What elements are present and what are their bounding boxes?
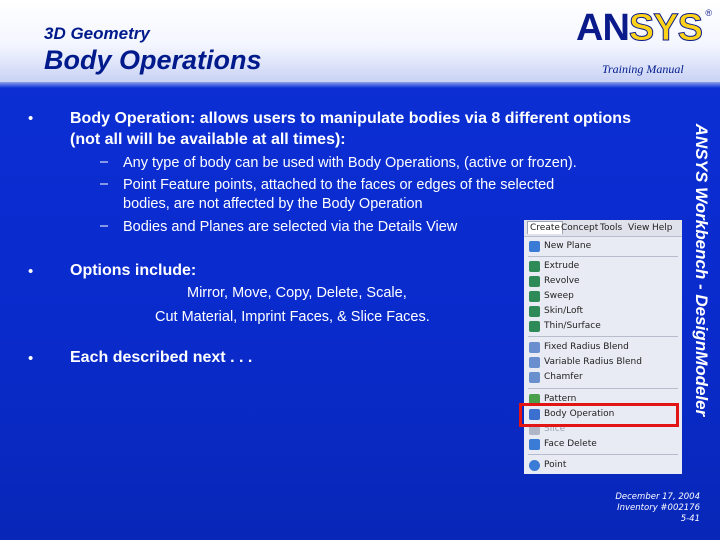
menu-separator [528,336,678,337]
footer-page-number: 5-41 [680,514,700,524]
menu-item-label: Chamfer [544,372,583,382]
create-menu-screenshot [524,220,682,474]
menu-bar [524,220,682,237]
fixed-blend-icon [529,342,540,353]
menu-item-point[interactable] [524,458,682,473]
menu-item-face-delete[interactable] [524,437,682,452]
menu-view[interactable]: View [628,223,650,233]
menu-create[interactable]: Create [527,221,563,234]
variable-blend-icon [529,357,540,368]
sub-bullet-details-view: Bodies and Planes are selected via the Details View [123,219,458,235]
menu-item-label: Variable Radius Blend [544,357,642,367]
menu-item-extrude[interactable] [524,259,682,274]
bullet-icon: • [28,350,34,367]
slide-title: Body Operations [44,45,262,75]
options-line-1: Mirror, Move, Copy, Delete, Scale, [187,285,407,301]
footer-inventory: Inventory #002176 [617,503,700,513]
menu-item-label: Thin/Surface [544,321,601,331]
ansys-logo [576,8,710,48]
menu-item-label: Extrude [544,261,580,271]
menu-item-revolve[interactable] [524,274,682,289]
menu-item-label: Face Delete [544,439,597,449]
bullet-icon: • [28,110,34,127]
body-operation-highlight-box [519,403,679,427]
menu-item-label: Body Operation [544,409,615,419]
menu-item-label: Slice [544,424,566,434]
skin-loft-icon [529,306,540,317]
menu-item-fixed-radius-blend[interactable] [524,340,682,355]
menu-item-skin-loft[interactable] [524,304,682,319]
bullet-body-operation: Body Operation: allows users to manipulate bodies via 8 different options (not all will be available at all times): [70,110,631,148]
section-subtitle: 3D Geometry [44,24,150,43]
face-delete-icon [529,439,540,450]
header-divider [0,82,720,88]
thin-surface-icon [529,321,540,332]
plane-icon [529,241,540,252]
sub-bullet-point-feature-cont: bodies, are not affected by the Body Operation [123,196,423,212]
menu-item-thin-surface[interactable] [524,319,682,334]
sub-bullet-point-feature: Point Feature points, attached to the faces or edges of the selected [123,177,555,193]
logo-an: AN [576,7,629,49]
vertical-product-text: ANSYS Workbench - DesignModeler [692,123,711,417]
bullet-icon: • [28,263,34,280]
vertical-product-label [688,90,714,450]
menu-item-label: Skin/Loft [544,306,584,316]
slide-footer [615,492,700,525]
dash-icon: – [100,218,109,234]
menu-item-sweep[interactable] [524,289,682,304]
menu-separator [528,454,678,455]
point-icon [529,460,540,471]
menu-separator [528,388,678,389]
dash-icon: – [100,176,109,192]
menu-item-variable-radius-blend[interactable] [524,355,682,370]
options-line-2: Cut Material, Imprint Faces, & Slice Faces. [155,309,430,325]
sub-bullet-body-types: Any type of body can be used with Body Operations, (active or frozen). [123,155,577,171]
menu-item-label: Point [544,460,567,470]
menu-item-label: New Plane [544,241,592,251]
menu-separator [528,256,678,257]
menu-item-label: Revolve [544,276,580,286]
sweep-icon [529,291,540,302]
bullet-options-include: Options include: [70,262,197,279]
footer-date: December 17, 2004 [615,492,700,502]
dash-icon: – [100,154,109,170]
menu-item-label: Fixed Radius Blend [544,342,629,352]
extrude-icon [529,261,540,272]
bullet-each-described: Each described next . . . [70,349,253,366]
menu-tools[interactable]: Tools [600,223,623,233]
logo-sys: SYS [628,7,702,49]
menu-item-label: Sweep [544,291,574,301]
revolve-icon [529,276,540,287]
chamfer-icon [529,372,540,383]
training-manual-label: Training Manual [602,62,684,76]
menu-item-new-plane[interactable] [524,239,682,254]
menu-help[interactable]: Help [652,223,673,233]
menu-concept[interactable]: Concept [561,223,599,233]
logo-registered-mark: ® [705,8,712,18]
menu-item-chamfer[interactable] [524,370,682,385]
menu-item-label: Pattern [544,394,577,404]
